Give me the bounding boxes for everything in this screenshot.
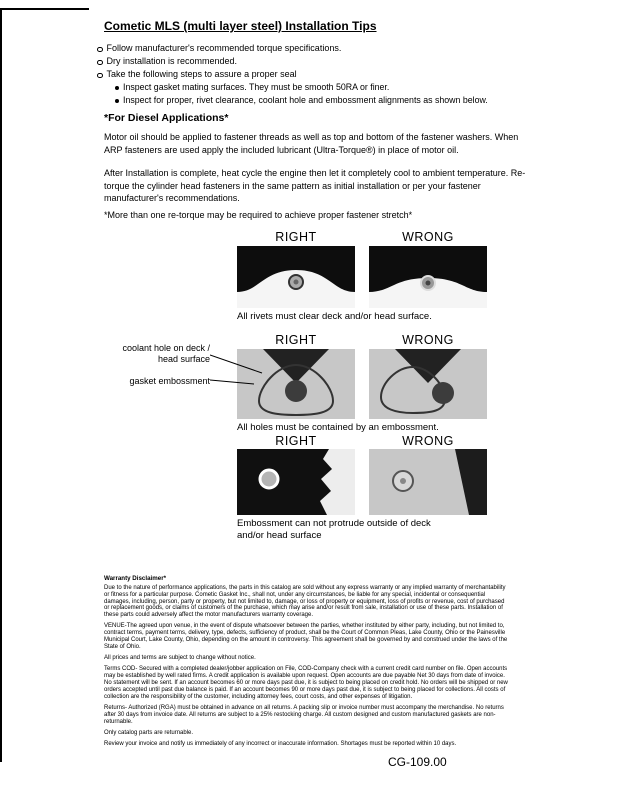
right-column-label: RIGHT <box>275 434 317 448</box>
wrong-column-label: WRONG <box>402 434 454 448</box>
diagram-protrusion-wrong <box>369 449 487 515</box>
warranty-disclaimer-heading: Warranty Disclaimer* <box>104 575 167 582</box>
warranty-disclaimer-section <box>104 575 510 752</box>
bullet-icon <box>97 47 103 53</box>
diesel-paragraph-2: After Installation is complete, heat cycle the engine then let it completely cool to ambient temperature. Re-torque the cylinder head fasteners in the same pattern as initial installation or per your fastener manufacturer's recommendations. <box>104 168 526 203</box>
tip-text: Inspect gasket mating surfaces. They must be smooth 50RA or finer. <box>123 82 390 92</box>
legal-paragraph: Due to the nature of performance applications, the parts in this catalog are sold without any express warranty or any implied warranty of merchantability or fitness for a particular purpose. Cometic Gasket Inc., shall not, under any circumstances, be liable for any special, incidental or consequential damages, including, person, party or property, but not limited to, damage, or loss of property or equipment, loss of profits or revenue, cost of purchased or replacement goods, or claims of customers of the purchase, which may arise and/or result from sale, installation or use of these parts. Installation of these parts could adversely affect the motor manufacturers warranty coverage. <box>104 585 506 619</box>
page-border-top <box>0 8 89 10</box>
protrusion-caption-line1: Embossment can not protrude outside of deck <box>237 518 431 529</box>
tip-text: Inspect for proper, rivet clearance, coolant hole and embossment alignments as shown below. <box>123 95 488 105</box>
wrong-column-label: WRONG <box>402 333 454 347</box>
tip-text: Follow manufacturer's recommended torque specifications. <box>106 43 342 53</box>
bullet-icon <box>115 99 119 103</box>
list-item <box>97 55 488 68</box>
diagram-rivet-wrong <box>369 246 487 308</box>
legal-paragraph: VENUE-The agreed upon venue, in the event of dispute whatsoever between the parties, whether instituted by either party, including, but not limited to, contract terms, payment terms, delivery, type, defects, sufficiency of product, shall be the Court of Common Pleas, Lake County, Ohio or the Painesville Municipal Court, Lake County, Ohio, depending on the amount in controversy. This agreement shall be governed by and construed under the laws of the State of Ohio. <box>104 623 508 650</box>
embossment-caption: All holes must be contained by an embossment. <box>237 422 439 433</box>
list-item <box>97 42 488 55</box>
diagram-protrusion-right <box>237 449 355 515</box>
legal-paragraph: All prices and terms are subject to change without notice. <box>104 655 256 662</box>
diesel-paragraph-1: Motor oil should be applied to fastener threads as well as top and bottom of the fastener washers. When ARP fasteners are used apply the included lubricant (Ultra-Torque®) in place of motor oil. <box>104 132 519 155</box>
right-column-label: RIGHT <box>275 333 317 347</box>
page-code: CG-109.00 <box>388 755 447 769</box>
rivet-caption: All rivets must clear deck and/or head surface. <box>237 311 432 322</box>
list-item <box>97 68 488 81</box>
bullet-icon <box>97 73 103 79</box>
embossment-hole-icon <box>260 470 278 488</box>
tip-text: Take the following steps to assure a proper seal <box>106 69 297 79</box>
protrusion-caption-line2: and/or head surface <box>237 530 322 541</box>
list-item <box>97 94 488 107</box>
retorque-note: *More than one re-torque may be required to achieve proper fastener stretch* <box>104 210 413 220</box>
diagram-rivet-right <box>237 246 355 308</box>
legal-paragraph: Review your invoice and notify us immediately of any incorrect or inaccurate information. Shortages must be reported within 10 days. <box>104 741 457 748</box>
legal-paragraph: Only catalog parts are returnable. <box>104 729 194 736</box>
diagram-coolant-hole-wrong <box>369 349 487 419</box>
tips-list <box>97 42 488 107</box>
coolant-hole-icon <box>285 380 307 402</box>
bullet-icon <box>115 86 119 90</box>
coolant-hole-icon <box>432 382 454 404</box>
right-column-label: RIGHT <box>275 230 317 244</box>
callout-leader-lines <box>210 347 268 391</box>
list-item <box>97 81 488 94</box>
legal-paragraph: Returns- Authorized (RGA) must be obtained in advance on all returns. A packing slip or invoice number must accompany the merchandise. No returns after 30 days from invoice date. All returns are subject to a 25% restocking charge. All custom designed and custom manufactured gaskets are non-returnable. <box>104 704 504 725</box>
deck-shape <box>237 449 332 515</box>
legal-paragraph: Terms COD- Secured with a completed dealer/jobber application on File, COD-Company check with a current credit card number on file. Open accounts may be established by well rated firms. A credit application is available upon request. Open accounts are due payable Net 30 days from date of invoice. No statement will be sent. If an account becomes 60 or more days past due, it is subject to being placed on credit hold. No orders will be shipped or new orders accepted until past due balance is paid. If an account becomes 90 or more days past due, it is subject to being placed for collections. All costs of collection are the responsibility of the customer, including attorney fees, court costs, and other expenses of litigation. <box>104 666 508 700</box>
page-title: Cometic MLS (multi layer steel) Installation Tips <box>104 19 377 33</box>
bullet-icon <box>97 60 103 66</box>
gasket-embossment-callout: gasket embossment <box>129 376 210 386</box>
wrong-column-label: WRONG <box>402 230 454 244</box>
page-border-left <box>0 8 2 762</box>
diesel-applications-heading: *For Diesel Applications* <box>104 112 229 124</box>
tip-text: Dry installation is recommended. <box>106 56 238 66</box>
coolant-hole-callout: coolant hole on deck / head surface <box>122 343 210 364</box>
